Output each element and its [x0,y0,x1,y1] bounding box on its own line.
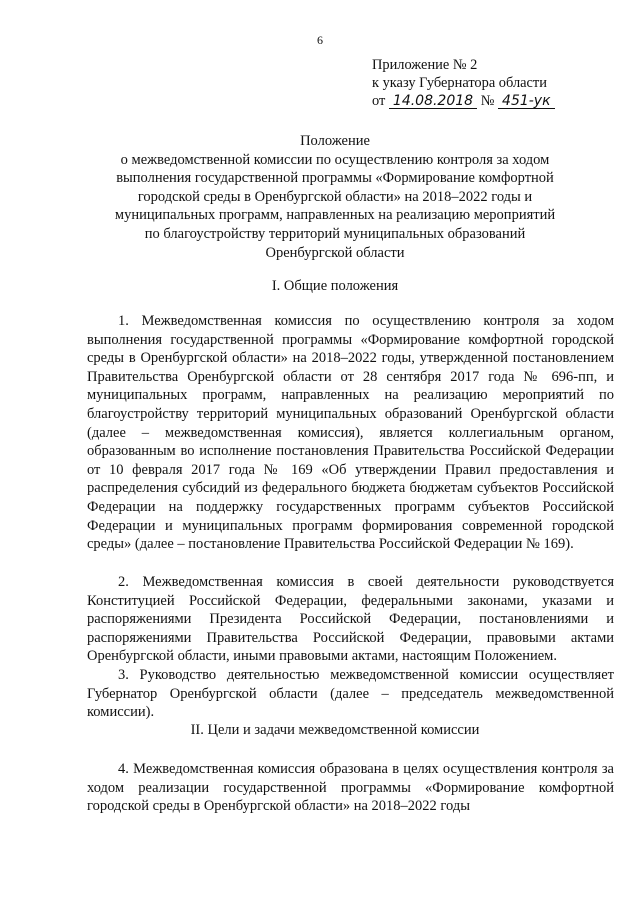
paragraph-1: 1. Межведомственная комиссия по осуществлению контроля за ходом выполнения государственной программы «Формирование комфортной городской среды в Оренбургской области» на 2018–2022 годы, утвержденной постановлением Правительства Оренбургской области от 28 сентября 2017 года № 696-пп, и муниципальных программ, направленных на реализацию мероприятий по благоустройству территорий муниципальных образований Оренбургской области (далее – межведомственная комиссия), является коллегиальным органом, образованным во исполнение постановления Правительства Российской Федерации от 10 февраля 2017 года № 169 «Об утверждении Правил предоставления и распределения субсидий из федерального бюджета бюджетам субъектов Российской Федерации на поддержку государственных программ субъектов Российской Федерации и муниципальных программ формирования современной городской среды» (далее – постановление Правительства Российской Федерации № 169). [87,313,614,553]
paragraph-3: 3. Руководство деятельностью межведомственной комиссии осуществляет Губернатор Оренбургской области (далее – председатель межведомственной комиссии). [87,667,614,721]
appendix-date: 14.08.2018 [389,94,477,109]
appendix-block [372,56,555,110]
section-heading-general: I. Общие положения [271,278,399,294]
appendix-subtitle: к указу Губернатора области [372,75,547,91]
title-line: выполнения государственной программы «Формирование комфортной [116,170,554,187]
number-label: № [480,93,495,109]
title-line: муниципальных программ, направленных на реализацию мероприятий [114,207,556,224]
appendix-title: Приложение № 2 [372,57,478,73]
regulation-title [60,132,610,262]
appendix-date-line [372,92,555,110]
section-heading-goals: II. Цели и задачи межведомственной комиссии [190,722,480,738]
title-line: о межведомственной комиссии по осуществлению контроля за ходом [120,151,550,168]
appendix-number: 451-ук [498,94,555,109]
title-line: по благоустройству территорий муниципальных образований [144,225,526,242]
paragraph-2: 2. Межведомственная комиссия в своей деятельности руководствуется Конституцией Российской Федерации, федеральными законами, указами и распоряжениями Президента Российской Федерации, постановлениями и распоряжениями Правительства Российской Федерации, правовыми актами Оренбургской области, иными правовыми актами, настоящим Положением. [87,574,614,665]
title-heading: Положение [300,133,370,149]
paragraph-4: 4. Межведомственная комиссия образована в целях осуществления контроля за ходом реализации государственной программы «Формирование комфортной городской среды в Оренбургской области» на 2018–2022 годы [87,761,614,815]
title-line: Оренбургской области [265,244,405,261]
from-label: от [372,93,386,109]
page-number: 6 [317,33,323,47]
title-line: городской среды в Оренбургской области» на 2018–2022 годы и [137,188,533,205]
